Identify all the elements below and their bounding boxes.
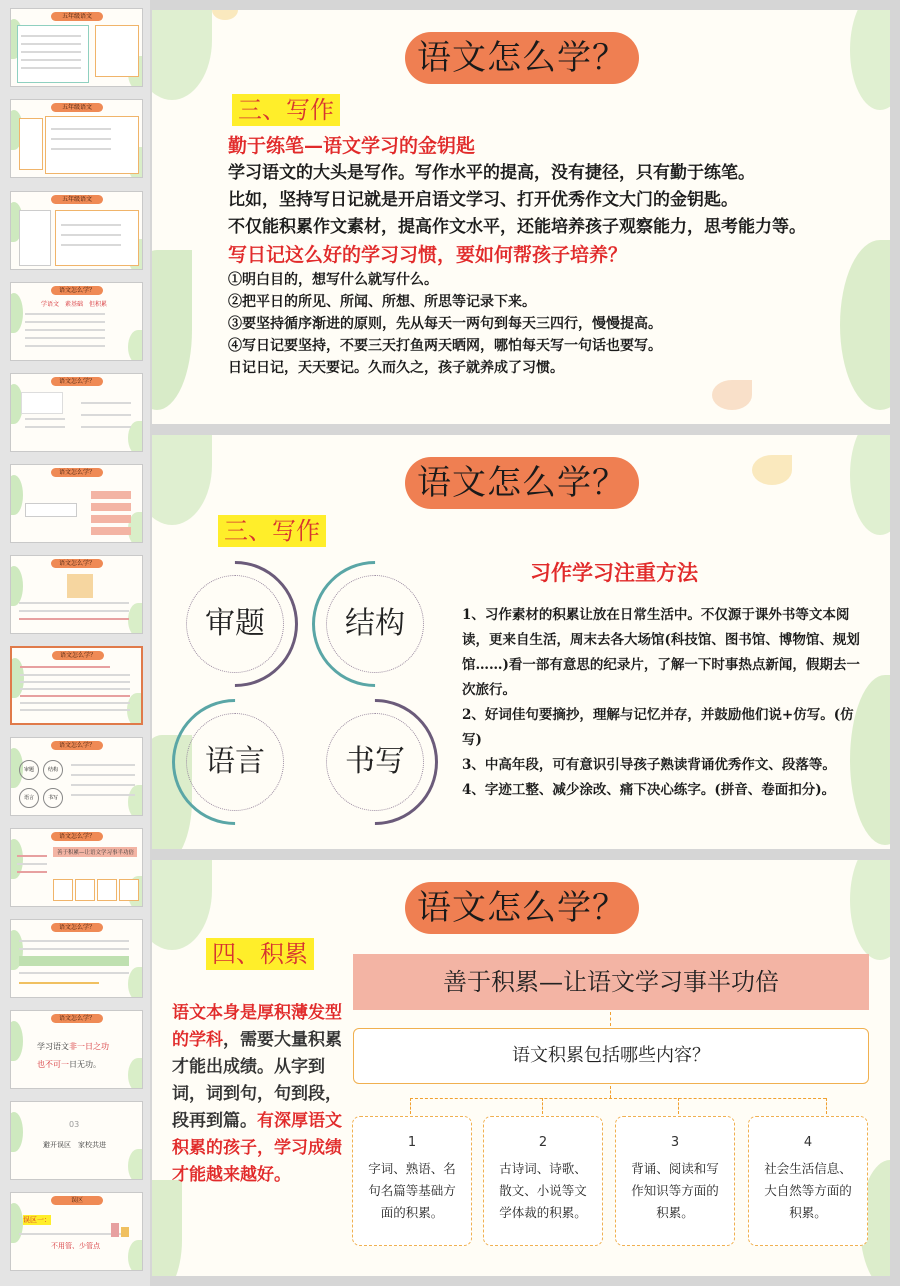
thumb-title: 语文怎么学？ xyxy=(52,651,104,660)
thumb-subtitle: 避开误区 家校共进 xyxy=(43,1141,106,1149)
intro-text: ，需要大量积累才能出成绩。从字到词，词到句，句到段，段再到篇。 xyxy=(172,1030,342,1131)
accumulation-card-1 xyxy=(352,1116,472,1246)
intro-highlight: 语文本身是厚积薄发型的学科 xyxy=(172,1003,342,1050)
accumulation-intro xyxy=(172,1000,344,1189)
card-number: 1 xyxy=(407,1135,417,1150)
thumb-title: 五年级语文 xyxy=(51,195,103,204)
slide-title: 语文怎么学？ xyxy=(405,457,639,509)
card-number: 3 xyxy=(670,1135,680,1150)
method-item: 2、好词佳句要摘抄，理解与记忆并存，并鼓励他们说+仿写。(仿写) xyxy=(462,707,854,748)
thumb-title: 语文怎么学？ xyxy=(51,377,103,386)
connector xyxy=(542,1098,543,1114)
section-label: 四、积累 xyxy=(206,938,314,970)
slide-thumbnail-8[interactable] xyxy=(10,646,143,725)
slide-writing-methods xyxy=(152,435,890,849)
slide-thumbnail-12[interactable] xyxy=(10,1010,143,1089)
thumb-ring: 审题 xyxy=(19,760,39,780)
tip-item: ②把平日的所见、所闻、所想、所思等记录下来。 xyxy=(228,294,536,310)
thumb-title: 语文怎么学？ xyxy=(51,923,103,932)
thumb-title: 误区 xyxy=(51,1196,103,1205)
accumulation-card-2 xyxy=(483,1116,603,1246)
connector xyxy=(826,1098,827,1114)
slide-thumbnail-10[interactable] xyxy=(10,828,143,907)
ring-shenti xyxy=(180,569,290,679)
thumb-title: 语文怎么学？ xyxy=(51,286,103,295)
method-item: 3、中高年段，可有意识引导孩子熟读背诵优秀作文、段落等。 xyxy=(462,757,836,773)
thumb-title: 语文怎么学？ xyxy=(51,559,103,568)
thumb-ring: 结构 xyxy=(43,760,63,780)
slide-thumbnail-6[interactable] xyxy=(10,464,143,543)
connector xyxy=(410,1098,826,1099)
methods-list xyxy=(462,603,872,803)
paragraph: 比如，坚持写日记就是开启语文学习、打开优秀作文大门的金钥匙。 xyxy=(228,190,738,210)
card-text: 古诗词、诗歌、散文、小说等文学体裁的积累。 xyxy=(499,1161,587,1220)
slide-thumbnail-11[interactable] xyxy=(10,919,143,998)
slide-thumbnail-13[interactable] xyxy=(10,1101,143,1180)
card-number: 4 xyxy=(803,1135,813,1150)
tip-item: ③要坚持循序渐进的原则，先从每天一两句到每天三四行，慢慢提高。 xyxy=(228,316,662,332)
slide-thumbnail-9[interactable] xyxy=(10,737,143,816)
connector xyxy=(610,1086,611,1098)
ring-shuxie xyxy=(320,707,430,817)
card-text: 字词、熟语、名句名篇等基础方面的积累。 xyxy=(368,1161,456,1220)
heading: 勤于练笔—语文学习的金钥匙 xyxy=(228,135,476,157)
slide-thumbnail-7[interactable] xyxy=(10,555,143,634)
thumb-title: 语文怎么学？ xyxy=(51,832,103,841)
ring-label: 语言 xyxy=(205,744,265,779)
slide-thumbnail-3[interactable] xyxy=(10,191,143,270)
slide-thumbnail-2[interactable] xyxy=(10,99,143,178)
thumb-title: 语文怎么学？ xyxy=(51,468,103,477)
method-item: 4、字迹工整、减少涂改、痛下决心练字。(拼音、卷面扣分)。 xyxy=(462,782,836,798)
thumb-line-1: 不用管、少管点 xyxy=(51,1242,100,1250)
thumb-title: 五年级语文 xyxy=(51,103,103,112)
question: 写日记这么好的学习习惯，要如何帮孩子培养？ xyxy=(228,244,628,266)
ring-label: 结构 xyxy=(345,606,405,641)
connector xyxy=(610,1012,611,1026)
slide-thumbnail-panel xyxy=(0,0,150,1286)
thumb-title: 五年级语文 xyxy=(51,12,103,21)
slide-accumulation xyxy=(152,860,890,1276)
tip-item: ①明白目的，想写什么就写什么。 xyxy=(228,272,438,288)
connector xyxy=(410,1098,411,1114)
connector xyxy=(678,1098,679,1114)
slide-writing-diary xyxy=(152,10,890,424)
accumulation-card-3 xyxy=(615,1116,735,1246)
thumb-subtitle: 误区一： xyxy=(23,1216,51,1224)
ring-jiegou xyxy=(320,569,430,679)
slide-thumbnail-4[interactable] xyxy=(10,282,143,361)
tip-item: ④写日记要坚持，不要三天打鱼两天晒网，哪怕每天写一句话也要写。 xyxy=(228,338,662,354)
section-label: 三、写作 xyxy=(218,515,326,547)
thumb-title: 语文怎么学？ xyxy=(51,1014,103,1023)
method-item: 1、习作素材的积累让放在日常生活中。不仅源于课外书等文本阅读，更来自生活，周末去各大场馆(科技馆、图书馆、博物馆、规划馆……)看一部有意思的纪录片，了解一下时事热点新闻，假期去一次旅行。 xyxy=(462,607,860,698)
intro-highlight: 有深厚语文积累的孩子，学习成绩才能越来越好。 xyxy=(172,1111,342,1185)
card-text: 社会生活信息、大自然等方面的积累。 xyxy=(764,1161,852,1220)
thumb-subtitle: 学语文 素基础 但积累 xyxy=(41,301,108,308)
ring-yuyan xyxy=(180,707,290,817)
thumb-line-2: 也不可一日无功。 xyxy=(37,1060,101,1069)
card-number: 2 xyxy=(538,1135,548,1150)
section-label: 三、写作 xyxy=(232,94,340,126)
methods-title: 习作学习注重方法 xyxy=(530,560,698,585)
accumulation-card-4 xyxy=(748,1116,868,1246)
ring-label: 审题 xyxy=(205,606,265,641)
thumb-ring: 书写 xyxy=(43,788,63,808)
slide-title: 语文怎么学？ xyxy=(405,32,639,84)
thumb-number: 03 xyxy=(69,1120,80,1129)
thumb-ring: 语言 xyxy=(19,788,39,808)
thumb-subtitle: 善于积累—让语文学习事半功倍 xyxy=(57,850,135,856)
thumb-title: 语文怎么学？ xyxy=(51,741,103,750)
accumulation-banner: 善于积累—让语文学习事半功倍 xyxy=(353,954,869,1010)
slide-title: 语文怎么学？ xyxy=(405,882,639,934)
tip-item: 日记日记，天天要记。久而久之，孩子就养成了习惯。 xyxy=(228,360,564,376)
card-text: 背诵、阅读和写作知识等方面的积累。 xyxy=(631,1161,719,1220)
paragraph: 不仅能积累作文素材，提高作文水平，还能培养孩子观察能力，思考能力等。 xyxy=(228,217,806,237)
paragraph: 学习语文的大头是写作。写作水平的提高，没有捷径，只有勤于练笔。 xyxy=(228,163,755,183)
slide-thumbnail-14[interactable] xyxy=(10,1192,143,1271)
thumb-line-1: 学习语文非一日之功 xyxy=(37,1042,109,1051)
slide-body xyxy=(228,132,868,379)
accumulation-question: 语文积累包括哪些内容？ xyxy=(353,1028,869,1084)
slide-thumbnail-5[interactable] xyxy=(10,373,143,452)
ring-label: 书写 xyxy=(345,744,405,779)
slide-thumbnail-1[interactable] xyxy=(10,8,143,87)
